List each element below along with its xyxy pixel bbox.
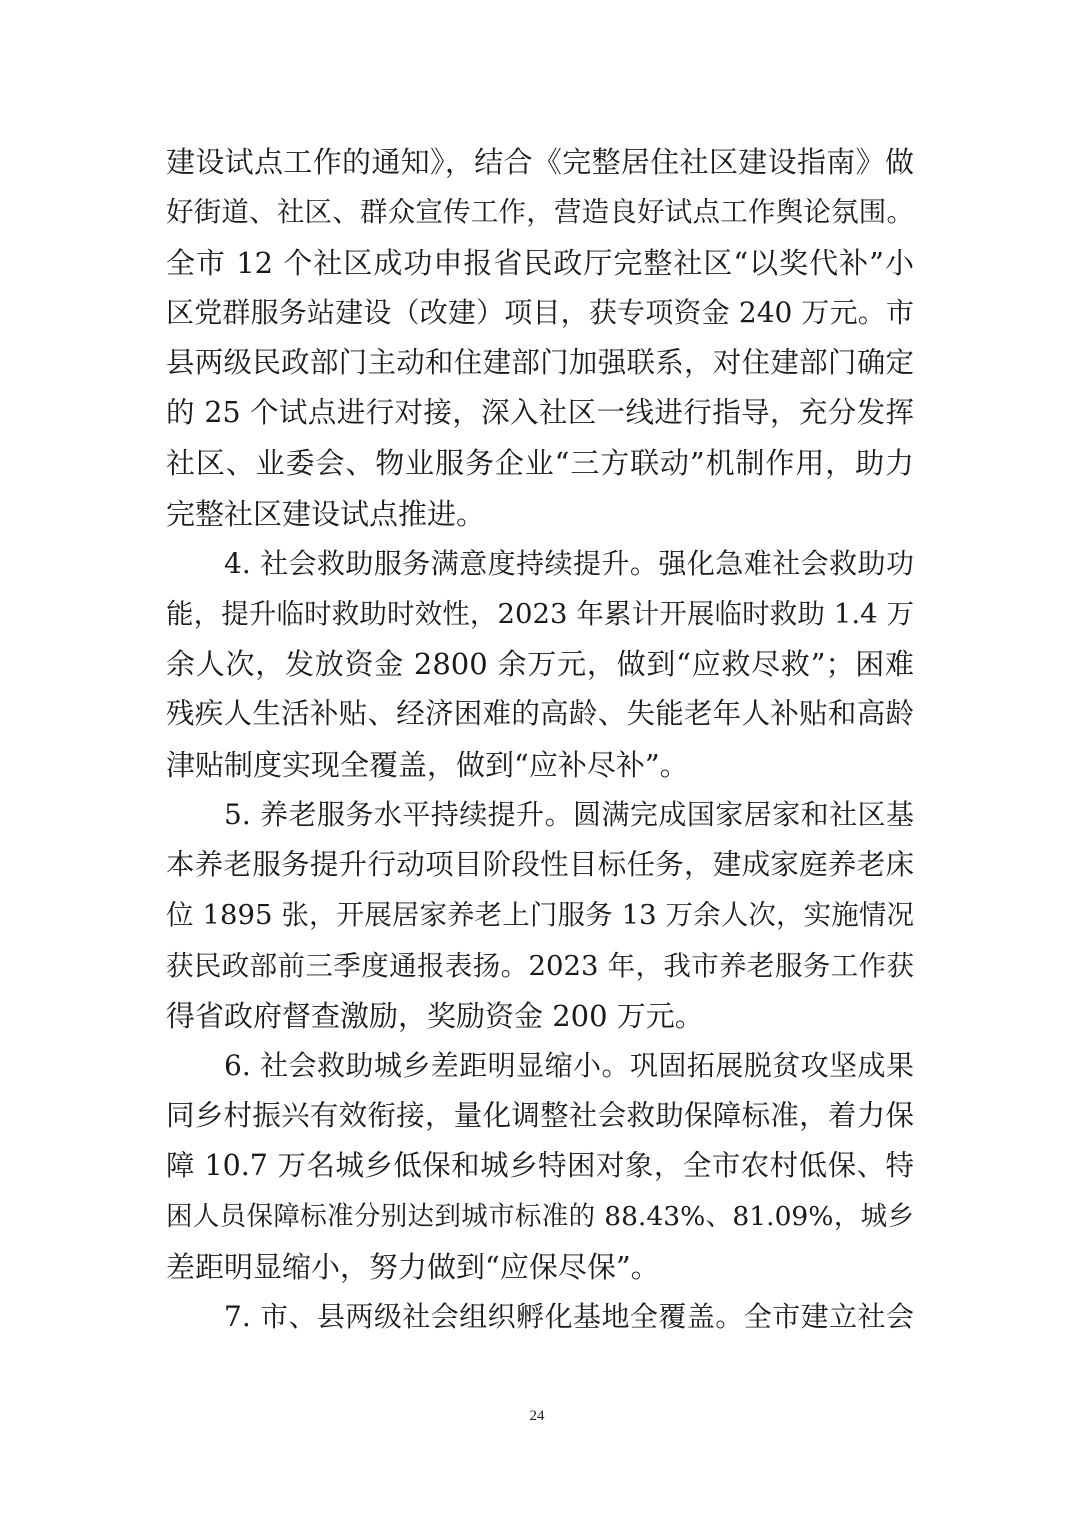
section-heading-line: 7. 市、县两级社会组织孵化基地全覆盖。全市建立社会 — [224, 1300, 914, 1333]
text-line: 区党群服务站建设（改建）项目，获专项资金 240 万元。市 — [166, 296, 914, 329]
text-line: 的 25 个试点进行对接，深入社区一线进行指导，充分发挥 — [166, 396, 914, 429]
text-line: 余人次，发放资金 2800 余万元，做到“应救尽救”；困难 — [166, 647, 914, 681]
text-line: 完整社区建设试点推进。 — [166, 497, 486, 531]
text-line: 残疾人生活补贴、经济困难的高龄、失能老年人补贴和高龄 — [166, 697, 914, 730]
text-line: 得省政府督查激励，奖励资金 200 万元。 — [166, 999, 704, 1033]
text-line: 津贴制度实现全覆盖，做到“应补尽补”。 — [166, 748, 689, 782]
text-line: 县两级民政部门主动和住建部门加强联系，对住建部门确定 — [166, 346, 914, 379]
text-line: 困人员保障标准分别达到城市标准的 88.43%、81.09%，城乡 — [166, 1201, 914, 1232]
text-line: 好街道、社区、群众宣传工作，营造良好试点工作舆论氛围。 — [166, 196, 914, 228]
text-line: 全市 12 个社区成功申报省民政厅完整社区“以奖代补”小 — [166, 246, 914, 280]
text-line: 获民政部前三季度通报表扬。2023 年，我市养老服务工作获 — [166, 950, 914, 982]
section-heading-line: 6. 社会救助城乡差距明显缩小。巩固拓展脱贫攻坚成果 — [224, 1049, 914, 1082]
text-line: 建设试点工作的通知》，结合《完整居住社区建设指南》做 — [166, 145, 914, 179]
page-number: 24 — [529, 1408, 545, 1424]
text-line: 社区、业委会、物业服务企业“三方联动”机制作用，助力 — [166, 446, 914, 480]
section-heading-line: 5. 养老服务水平持续提升。圆满完成国家居家和社区基 — [224, 798, 914, 831]
text-line: 位 1895 张，开展居家养老上门服务 13 万余人次，实施情况 — [166, 899, 914, 931]
text-line: 能，提升临时救助时效性，2023 年累计开展临时救助 1.4 万 — [166, 598, 914, 630]
text-line: 障 10.7 万名城乡低保和城乡特困对象，全市农村低保、特 — [166, 1149, 914, 1182]
section-heading-line: 4. 社会救助服务满意度持续提升。强化急难社会救助功 — [224, 547, 914, 580]
text-line: 本养老服务提升行动项目阶段性目标任务，建成家庭养老床 — [166, 848, 914, 881]
text-line: 差距明显缩小，努力做到“应保尽保”。 — [166, 1250, 660, 1284]
text-line: 同乡村振兴有效衔接，量化调整社会救助保障标准，着力保 — [166, 1099, 914, 1132]
